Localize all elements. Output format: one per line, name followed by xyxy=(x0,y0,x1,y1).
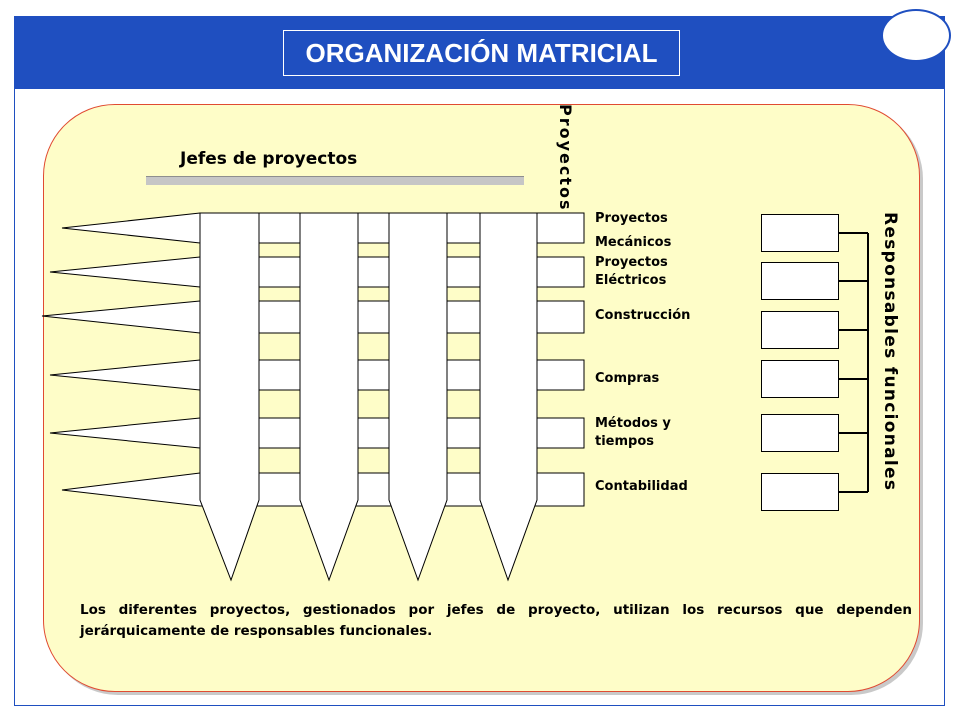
responsable-box-2 xyxy=(761,262,839,300)
function-label-line: Mecánicos xyxy=(595,235,672,250)
responsable-box-5 xyxy=(761,414,839,452)
project-spear-1 xyxy=(200,213,259,580)
function-label-compras: Compras xyxy=(595,371,660,386)
function-label-proyectos-electricos xyxy=(595,254,668,290)
function-label-construccion: Construcción xyxy=(595,308,691,323)
project-spear-2 xyxy=(300,213,358,580)
function-label-metodos-tiempos xyxy=(595,415,671,451)
responsable-box-6 xyxy=(761,473,839,511)
function-label-line: Proyectos xyxy=(595,211,668,226)
proyectos-vertical-label: Proyectos xyxy=(556,104,575,212)
function-label-line: Eléctricos xyxy=(595,273,667,288)
jefes-label: Jefes de proyectos xyxy=(180,149,358,169)
function-label-line: tiempos xyxy=(595,434,655,449)
slide-title: ORGANIZACIÓN MATRICIAL xyxy=(283,30,680,76)
responsable-box-1 xyxy=(761,214,839,252)
function-label-proyectos-mecanicos xyxy=(595,210,671,252)
function-label-line: Métodos y xyxy=(595,416,671,431)
project-spear-3 xyxy=(389,213,447,580)
responsable-box-3 xyxy=(761,311,839,349)
responsable-box-4 xyxy=(761,360,839,398)
function-label-line: Proyectos xyxy=(595,255,668,270)
function-label-contabilidad: Contabilidad xyxy=(595,479,688,494)
project-spear-4 xyxy=(480,213,537,580)
responsables-vertical-label: Responsables funcionales xyxy=(880,212,900,492)
footer-description: Los diferentes proyectos, gestionados por jefes de proyecto, utilizan los recursos que dependen jerárquicamente de responsables funcionales. xyxy=(80,602,912,639)
